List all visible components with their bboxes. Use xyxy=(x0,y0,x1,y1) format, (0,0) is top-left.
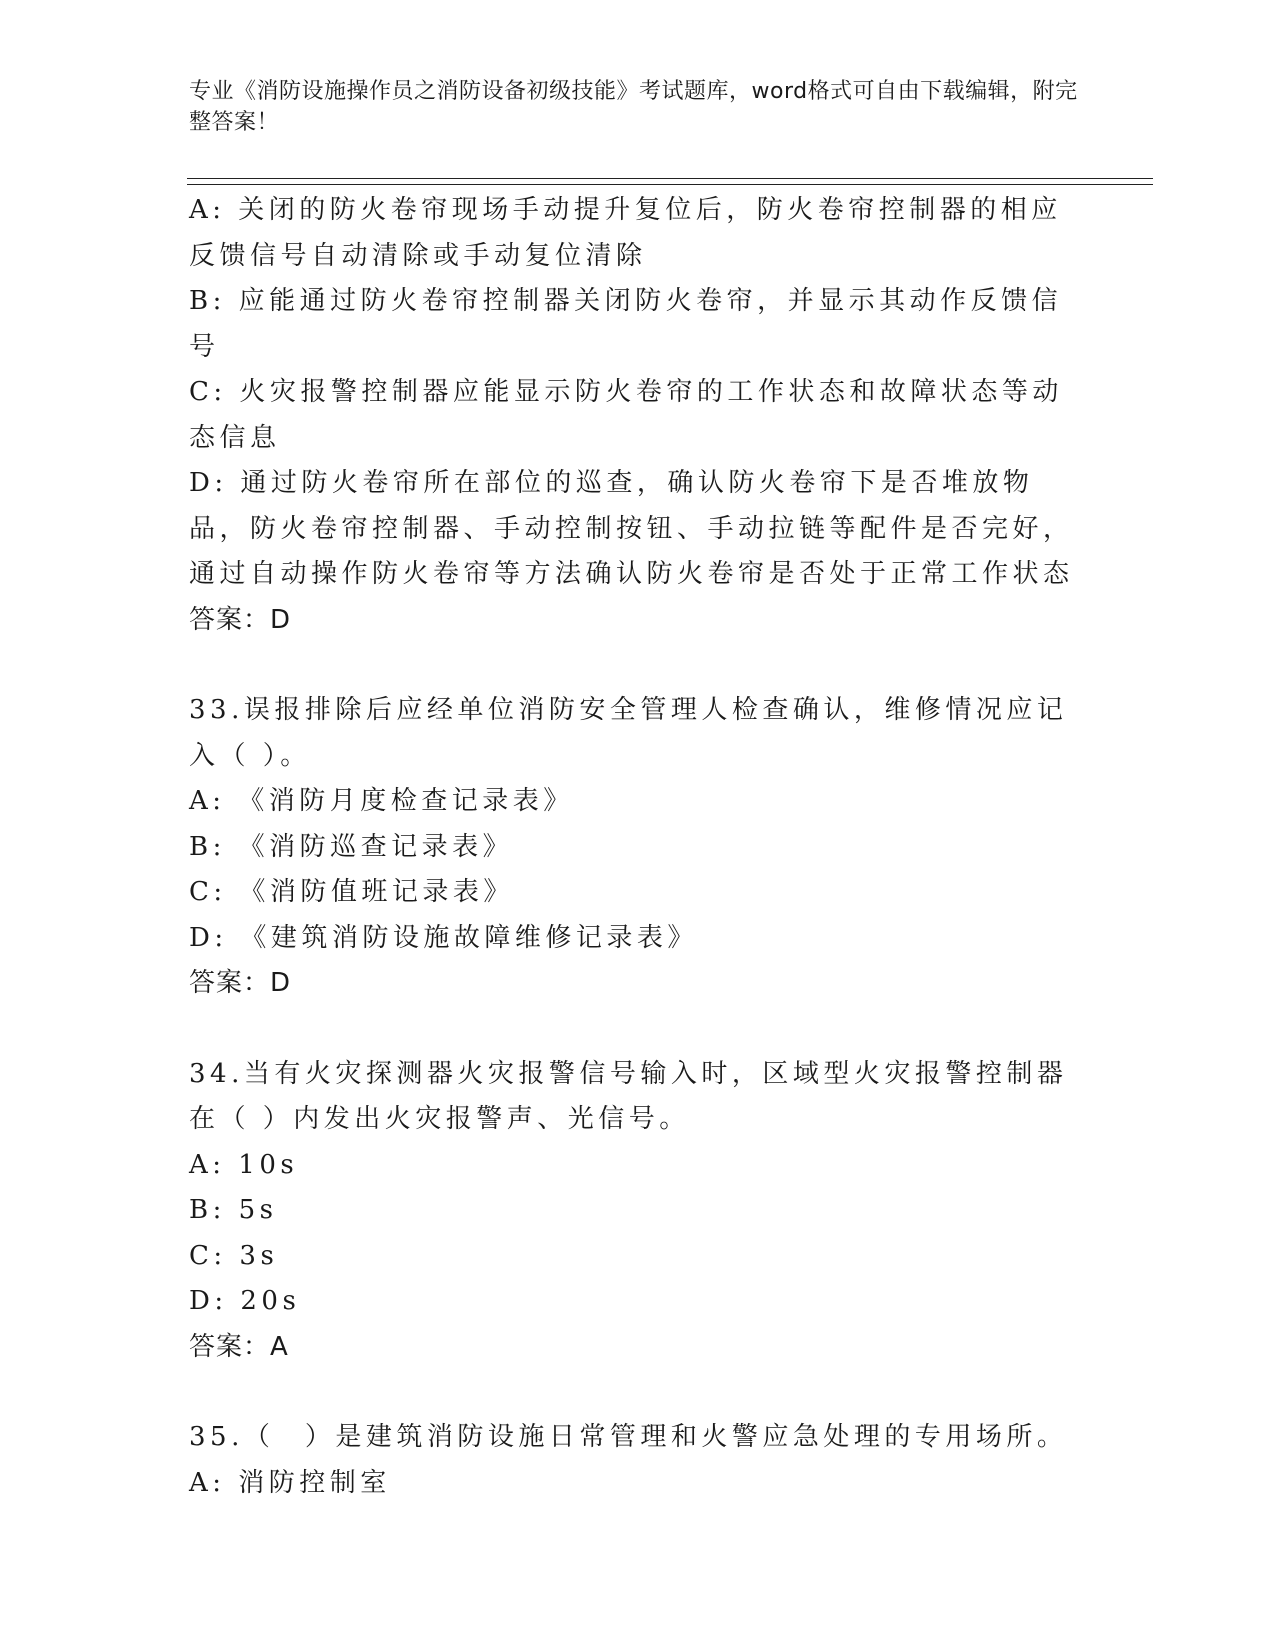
answer-line: 答案：D xyxy=(189,968,292,998)
option-a: A: 关闭的防火卷帘现场手动提升复位后，防火卷帘控制器的相应反馈信号自动清除或手动复位清除 xyxy=(189,195,1062,271)
spacer xyxy=(189,1007,1089,1052)
question-stem: 35.（ ）是建筑消防设施日常管理和火警应急处理的专用场所。 xyxy=(189,1422,1068,1452)
option-b: B: 《消防巡查记录表》 xyxy=(189,831,514,862)
option-d: D: 《建筑消防设施故障维修记录表》 xyxy=(189,922,698,953)
spacer xyxy=(189,1370,1089,1415)
option-c: C: 火灾报警控制器应能显示防火卷帘的工作状态和故障状态等动态信息 xyxy=(189,377,1063,453)
spacer xyxy=(189,643,1089,688)
option-a: A: 10s xyxy=(189,1149,299,1180)
option-a: A: 《消防月度检查记录表》 xyxy=(189,786,574,816)
document-body xyxy=(189,188,1089,1506)
header-text: 专业《消防设施操作员之消防设备初级技能》考试题库，word格式可自由下载编辑，附完整答案！ xyxy=(189,79,1078,135)
question-34 xyxy=(189,1052,1089,1371)
question-33 xyxy=(189,688,1089,1007)
answer-line: 答案：A xyxy=(189,1331,289,1362)
question-stem: 33.误报排除后应经单位消防安全管理人检查确认，维修情况应记入（ ）。 xyxy=(189,695,1068,771)
header-rule-bottom xyxy=(187,184,1153,185)
option-d: D: 通过防火卷帘所在部位的巡查，确认防火卷帘下是否堆放物品，防火卷帘控制器、手动控制按钮、手动拉链等配件是否完好，通过自动操作防火卷帘等方法确认防火卷帘是否处于正常工作状态 xyxy=(189,468,1074,589)
question-35 xyxy=(189,1415,1089,1506)
option-c: C: 《消防值班记录表》 xyxy=(189,877,514,907)
option-c: C: 3s xyxy=(189,1240,279,1271)
question-stem: 34.当有火灾探测器火灾报警信号输入时，区域型火灾报警控制器在（ ）内发出火灾报警声、光信号。 xyxy=(189,1058,1068,1134)
document-header xyxy=(189,76,1089,138)
header-rule-top xyxy=(187,178,1153,179)
option-b: B: 应能通过防火卷帘控制器关闭防火卷帘，并显示其动作反馈信号 xyxy=(189,286,1063,362)
option-b: B: 5s xyxy=(189,1195,278,1225)
question-32-continued xyxy=(189,188,1089,643)
option-a: A: 消防控制室 xyxy=(189,1467,391,1498)
answer-line: 答案：D xyxy=(189,604,292,635)
option-d: D: 20s xyxy=(189,1286,301,1316)
